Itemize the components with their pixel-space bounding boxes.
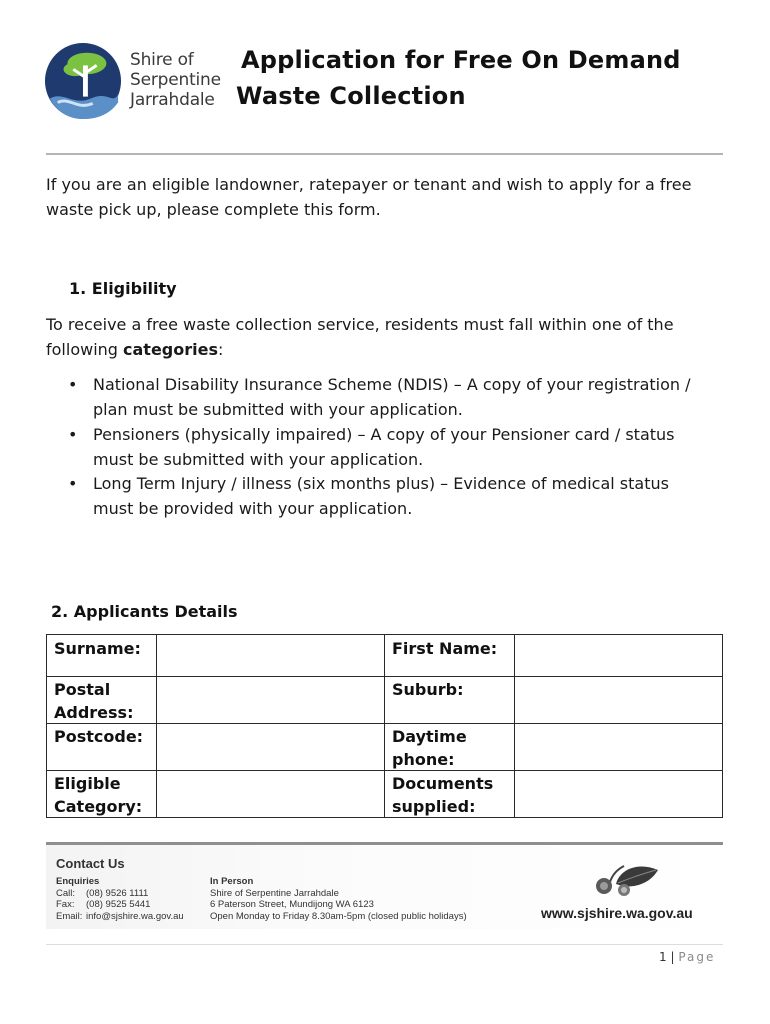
page-title-line2: Waste Collection: [236, 82, 466, 110]
email-link[interactable]: info@sjshire.wa.gov.au: [86, 910, 184, 922]
first-name-label: First Name:: [392, 639, 498, 658]
page-separator: |: [670, 950, 675, 964]
eligibility-intro-suffix: :: [218, 340, 224, 359]
footer-bottom-divider: [46, 944, 723, 945]
bullet-line1: National Disability Insurance Scheme (NDIS) – A copy of your registration /: [93, 375, 691, 394]
bullet-icon: •: [68, 425, 78, 444]
bullet-icon: •: [68, 474, 78, 493]
daytime-phone-label-line1: Daytime: [392, 727, 467, 746]
postcode-label: Postcode:: [54, 727, 144, 746]
header-divider: [46, 153, 723, 155]
applicant-details-table: [46, 634, 723, 818]
fax-line: [56, 899, 184, 911]
intro-line1: If you are an eligible landowner, ratepayer or tenant and wish to apply for a free: [46, 175, 692, 194]
page-footer: [659, 950, 715, 964]
in-person-heading: In Person: [210, 876, 254, 887]
daytime-phone-field[interactable]: [515, 724, 722, 770]
intro-line2: waste pick up, please complete this form.: [46, 200, 381, 219]
in-person-block: [210, 876, 467, 922]
postal-address-field[interactable]: [157, 677, 384, 723]
eligible-category-label-line1: Eligible: [54, 774, 121, 793]
eligibility-intro-line2: [46, 337, 736, 362]
website-link[interactable]: www.sjshire.wa.gov.au: [541, 905, 693, 921]
bullet-line2: must be submitted with your application.: [93, 450, 424, 469]
postal-address-label-line1: Postal: [54, 680, 111, 699]
enquiries-heading: Enquiries: [56, 876, 100, 887]
email-label: Email:: [56, 910, 83, 922]
call-value: (08) 9526 1111: [86, 887, 149, 899]
bullet-line1: Pensioners (physically impaired) – A copy of your Pensioner card / status: [93, 425, 675, 444]
documents-supplied-label: [392, 772, 493, 818]
eligible-category-field[interactable]: [157, 771, 384, 817]
bullet-item-ndis: [68, 372, 728, 422]
in-person-line2: 6 Paterson Street, Mundijong WA 6123: [210, 899, 374, 910]
table-border: [384, 634, 385, 818]
eligibility-intro-bold: categories: [123, 340, 218, 359]
section-applicants-heading: 2. Applicants Details: [51, 602, 238, 621]
bullet-icon: •: [68, 375, 78, 394]
call-line: [56, 888, 184, 900]
enquiries-block: [56, 876, 184, 922]
bullet-item-pensioners: [68, 422, 728, 472]
eligibility-intro: [46, 312, 736, 362]
first-name-field[interactable]: [515, 635, 722, 676]
postal-address-label-line2: Address:: [54, 703, 134, 722]
postcode-field[interactable]: [157, 724, 384, 770]
documents-supplied-label-line1: Documents: [392, 774, 494, 793]
table-border: [46, 634, 47, 818]
bullet-line1: Long Term Injury / illness (six months plus) – Evidence of medical status: [93, 474, 669, 493]
in-person-line3: Open Monday to Friday 8.30am-5pm (closed public holidays): [210, 910, 467, 922]
contact-us-heading: Contact Us: [56, 856, 125, 871]
suburb-label: Suburb:: [392, 680, 464, 699]
surname-field[interactable]: [157, 635, 384, 676]
eligibility-intro-prefix: following: [46, 340, 124, 359]
bullet-item-long-term-injury: [68, 471, 728, 521]
logo-text-line1: Shire of: [130, 50, 194, 70]
eligibility-intro-line1: To receive a free waste collection service, residents must fall within one of the: [46, 315, 674, 334]
logo-text-line2: Serpentine: [130, 70, 221, 90]
bullet-text: [93, 422, 723, 472]
suburb-field[interactable]: [515, 677, 722, 723]
call-label: Call:: [56, 887, 76, 899]
fax-value: (08) 9525 5441: [86, 899, 151, 910]
daytime-phone-label-line2: phone:: [392, 750, 455, 769]
table-border: [722, 634, 723, 818]
bullet-line2: must be provided with your application.: [93, 499, 413, 518]
eligible-category-label-line2: Category:: [54, 797, 143, 816]
shire-logo: [44, 42, 229, 122]
bullet-text: [93, 471, 723, 521]
postal-address-label: [54, 678, 133, 724]
daytime-phone-label: [392, 725, 467, 771]
bullet-text: [93, 372, 723, 422]
documents-supplied-label-line2: supplied:: [392, 797, 476, 816]
page-label: Page: [678, 950, 716, 964]
email-line: [56, 911, 184, 923]
fax-label: Fax:: [56, 899, 75, 910]
bullet-line2: plan must be submitted with your application.: [93, 400, 463, 419]
section-eligibility-heading: 1. Eligibility: [69, 279, 177, 298]
intro-paragraph: [46, 172, 736, 222]
page-number: 1: [659, 950, 667, 964]
eligible-category-label: [54, 772, 142, 818]
leaf-icon: [590, 858, 662, 898]
in-person-line1: Shire of Serpentine Jarrahdale: [210, 887, 339, 899]
shire-emblem-icon: [44, 42, 122, 120]
documents-supplied-field[interactable]: [515, 771, 722, 817]
logo-text-line3: Jarrahdale: [130, 90, 215, 110]
surname-label: Surname:: [54, 639, 141, 658]
page-title-line1: Application for Free On Demand: [241, 46, 681, 74]
